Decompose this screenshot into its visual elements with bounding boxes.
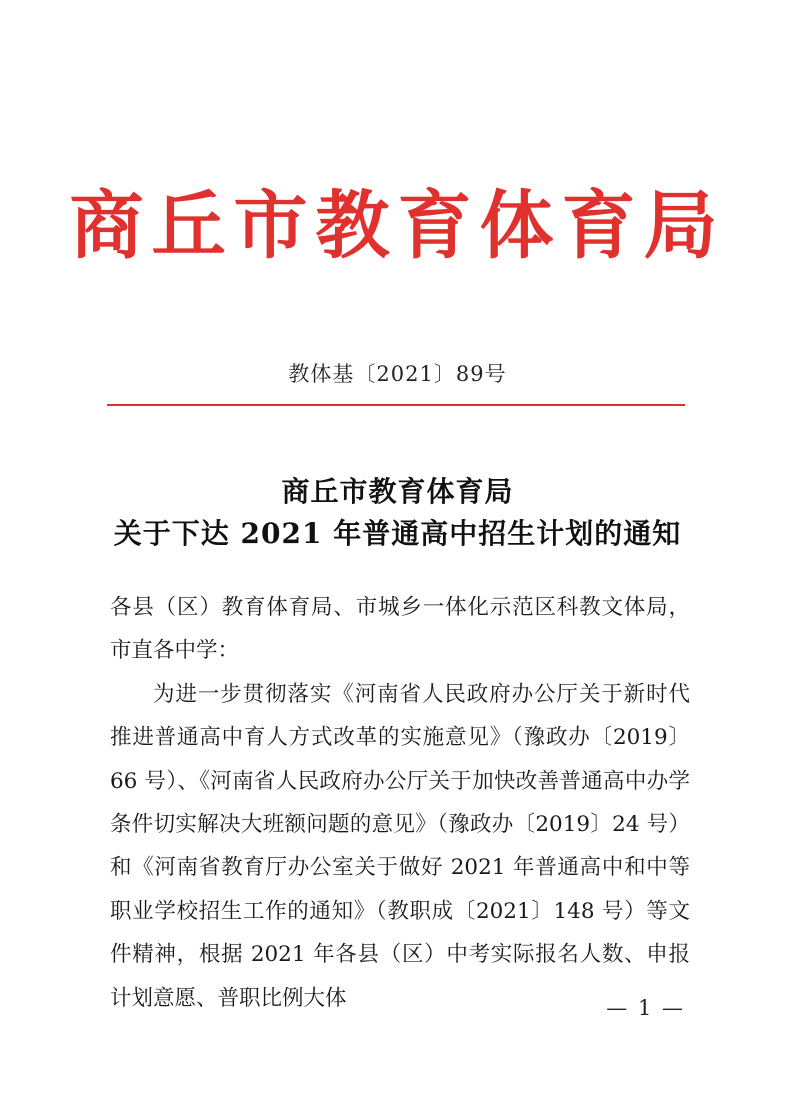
page-number: — 1 —	[606, 996, 685, 1020]
salutation: 各县（区）教育体育局、市城乡一体化示范区科教文体局，市直各中学：	[110, 595, 690, 664]
red-divider-line	[107, 404, 685, 406]
body-paragraph: 为进一步贯彻落实《河南省人民政府办公厅关于新时代推进普通高中育人方式改革的实施意见》（豫政办〔2019〕66 号）、《河南省人民政府办公厅关于加快改善普通高中办学条件切实解决大班额问题的意见》（豫政办〔2019〕24 号）和《河南省教育厅办公室关于做好 2021 年普通高中和中等职业学校招生工作的通知》（教职成〔2021〕148 号）等文件精神，根据 2021 年各县（区）中考实际报名人数、申报计划意愿、普职比例大体	[110, 681, 690, 1011]
document-number: 教体基〔2021〕89号	[288, 362, 507, 386]
document-title-line-1: 商丘市教育体育局	[281, 475, 514, 508]
issuer-masthead: 商丘市教育体育局	[69, 183, 726, 269]
document-title-line-2: 关于下达 2021 年普通高中招生计划的通知	[113, 517, 682, 550]
document-body	[110, 586, 690, 1020]
